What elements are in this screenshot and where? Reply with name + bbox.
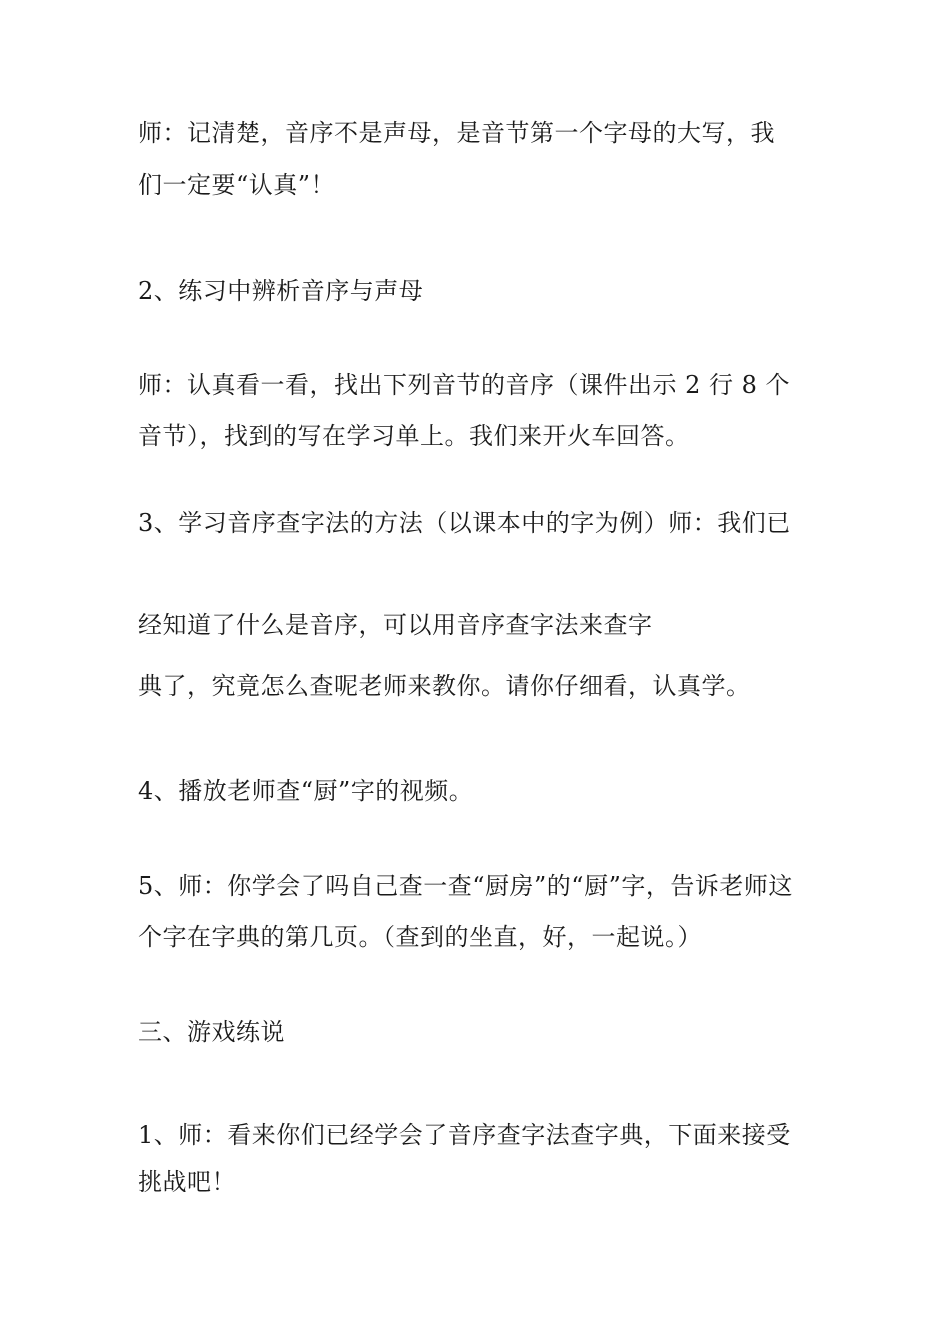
paragraph-line: 5、师：你学会了吗自己查一查“厨房”的“厨”字，告诉老师这 <box>138 872 793 900</box>
paragraph-line: 音节），找到的写在学习单上。我们来开火车回答。 <box>138 422 690 450</box>
paragraph-line: 挑战吧！ <box>138 1168 236 1196</box>
section-heading: 2、练习中辨析音序与声母 <box>138 277 424 305</box>
paragraph-line: 3、学习音序查字法的方法（以课本中的字为例）师：我们已 <box>138 509 791 537</box>
paragraph-line: 4、播放老师查“厨”字的视频。 <box>138 777 474 805</box>
paragraph-line: 师：认真看一看，找出下列音节的音序（课件出示 2 行 8 个 <box>138 371 791 399</box>
paragraph-line: 个字在字典的第几页。（查到的坐直，好，一起说。） <box>138 923 702 951</box>
paragraph-line: 师：记清楚，音序不是声母，是音节第一个字母的大写，我 <box>138 119 775 147</box>
paragraph-line: 们一定要“认真”！ <box>138 171 336 199</box>
section-heading: 三、游戏练说 <box>138 1018 285 1046</box>
paragraph-line: 典了，究竟怎么查呢老师来教你。请你仔细看，认真学。 <box>138 672 751 700</box>
paragraph-line: 1、师：看来你们已经学会了音序查字法查字典，下面来接受 <box>138 1121 791 1149</box>
paragraph-line: 经知道了什么是音序，可以用音序查字法来查字 <box>138 611 653 639</box>
